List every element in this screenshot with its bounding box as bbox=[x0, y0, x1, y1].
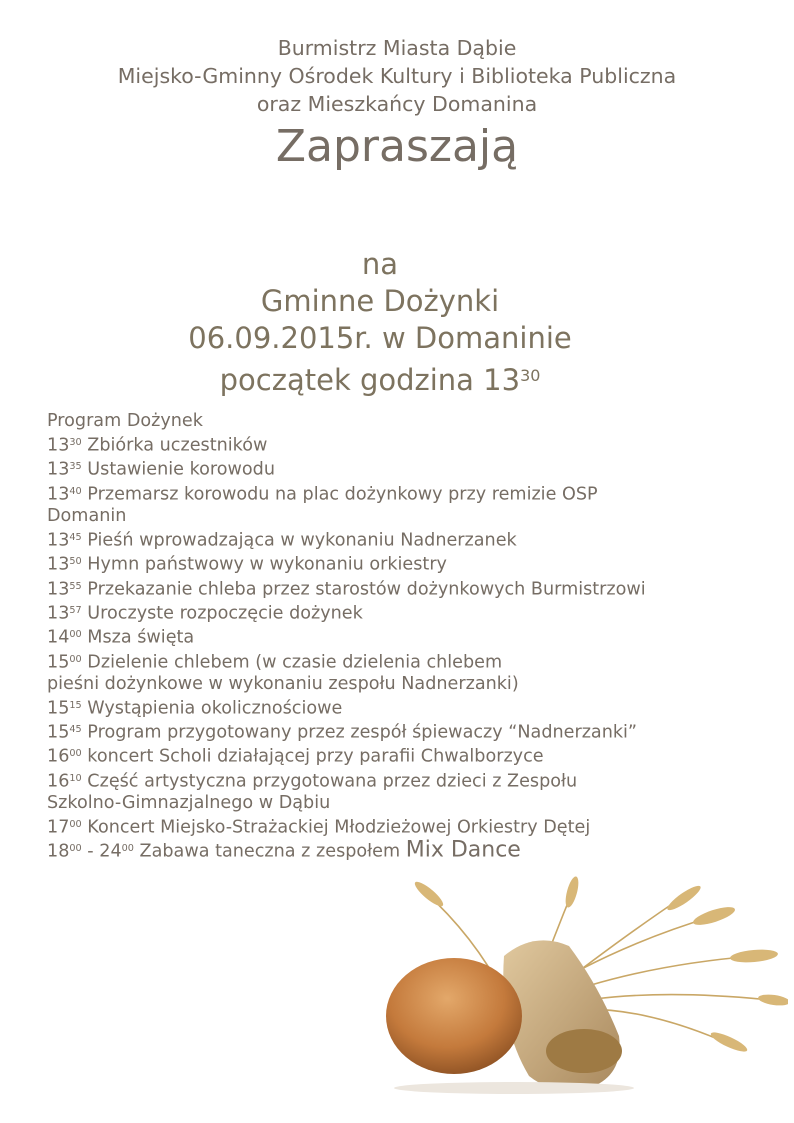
time-hour: 16 bbox=[47, 771, 70, 792]
time-minutes: 00 bbox=[69, 819, 82, 831]
header bbox=[0, 34, 794, 174]
event-name: Gminne Dożynki bbox=[260, 284, 500, 318]
program-item bbox=[47, 481, 767, 505]
organizer-line-3: oraz Mieszkańcy Domanina bbox=[256, 92, 538, 116]
start-prefix: początek godzina 13 bbox=[219, 362, 521, 397]
time-hour: 13 bbox=[47, 459, 70, 480]
program-heading: Program Dożynek bbox=[47, 411, 203, 431]
item-text: Uroczyste rozpoczęcie dożynek bbox=[81, 603, 363, 624]
time-hour: 15 bbox=[47, 651, 70, 672]
invitation-title: Zapraszają bbox=[275, 121, 519, 172]
item-text: Przemarsz korowodu na plac dożynkowy przy remizie OSP bbox=[81, 483, 598, 504]
item-text: koncert Scholi działającej przy parafii Chwalborzyce bbox=[81, 746, 544, 767]
time-minutes: 00 bbox=[69, 843, 82, 855]
organizer-line-1: Burmistrz Miasta Dąbie bbox=[277, 36, 517, 60]
band-name: Mix Dance bbox=[405, 837, 521, 863]
time-hour: 17 bbox=[47, 817, 70, 838]
program-item-continuation: Szkolno-Gimnazjalnego w Dąbiu bbox=[47, 793, 331, 814]
item-text: Zbiórka uczestników bbox=[81, 435, 268, 456]
program-item bbox=[47, 456, 767, 480]
time-minutes: 55 bbox=[69, 580, 82, 592]
time-hour: 14 bbox=[47, 627, 70, 648]
item-text: Pieśń wprowadzająca w wykonaniu Nadnerzanek bbox=[81, 530, 517, 551]
item-text: Przekazanie chleba przez starostów dożynkowych Burmistrzowi bbox=[81, 578, 646, 599]
time-hour: 24 bbox=[99, 841, 122, 862]
time-minutes: 45 bbox=[69, 724, 82, 736]
time-minutes: 45 bbox=[69, 531, 82, 543]
program-item bbox=[47, 527, 767, 551]
time-separator: - bbox=[81, 841, 100, 862]
program-item bbox=[47, 624, 767, 648]
time-hour: 13 bbox=[47, 530, 70, 551]
time-hour: 13 bbox=[47, 554, 70, 575]
start-minutes: 30 bbox=[520, 366, 541, 385]
program-item bbox=[47, 814, 767, 838]
program-item bbox=[47, 432, 767, 456]
program-item bbox=[47, 743, 767, 767]
time-minutes: 15 bbox=[69, 699, 82, 711]
item-text: Hymn państwowy w wykonaniu orkiestry bbox=[81, 554, 447, 575]
event-date-place: 06.09.2015r. w Domaninie bbox=[188, 321, 572, 355]
program-item-last bbox=[47, 838, 767, 862]
program-item bbox=[47, 551, 767, 575]
event-start-time bbox=[0, 357, 760, 399]
item-text: Zabawa taneczna z zespołem bbox=[133, 841, 406, 862]
item-text: Program przygotowany przez zespół śpiewaczy “Nadnerzanki” bbox=[81, 722, 638, 743]
time-minutes: 35 bbox=[69, 461, 82, 473]
program-item bbox=[47, 600, 767, 624]
time-hour: 15 bbox=[47, 722, 70, 743]
time-minutes: 00 bbox=[69, 748, 82, 760]
item-text: Część artystyczna przygotowana przez dzieci z Zespołu bbox=[81, 771, 578, 792]
item-text: Wystąpienia okolicznościowe bbox=[81, 698, 343, 719]
time-hour: 18 bbox=[47, 841, 70, 862]
program-item bbox=[47, 649, 767, 673]
time-minutes: 40 bbox=[69, 485, 82, 497]
spilled-grain bbox=[546, 1029, 622, 1073]
program-item-continuation: Domanin bbox=[47, 505, 127, 526]
organizer-line-2: Miejsko-Gminny Ośrodek Kultury i Biblioteka Publiczna bbox=[117, 64, 677, 88]
time-minutes: 00 bbox=[69, 629, 82, 641]
time-hour: 13 bbox=[47, 483, 70, 504]
time-minutes: 30 bbox=[69, 437, 82, 448]
time-minutes: 00 bbox=[121, 843, 134, 855]
bread-shadow bbox=[394, 1082, 634, 1094]
item-text: Dzielenie chlebem (w czasie dzielenia chlebem bbox=[81, 651, 503, 672]
bread-loaf bbox=[386, 958, 522, 1074]
program-item bbox=[47, 719, 767, 743]
item-text: Msza święta bbox=[81, 627, 195, 648]
program-item bbox=[47, 695, 767, 719]
time-minutes: 50 bbox=[69, 556, 82, 568]
time-minutes: 00 bbox=[69, 653, 82, 665]
time-hour: 13 bbox=[47, 603, 70, 624]
event-info bbox=[0, 246, 760, 399]
time-hour: 15 bbox=[47, 698, 70, 719]
time-hour: 13 bbox=[47, 435, 70, 456]
bread-and-wheat-illustration bbox=[384, 876, 788, 1098]
program-item-continuation: pieśni dożynkowe w wykonaniu zespołu Nadnerzanki) bbox=[47, 673, 519, 694]
program-list bbox=[47, 410, 767, 863]
time-hour: 13 bbox=[47, 578, 70, 599]
time-minutes: 10 bbox=[69, 772, 82, 784]
time-hour: 16 bbox=[47, 746, 70, 767]
item-text: Ustawienie korowodu bbox=[81, 459, 275, 480]
time-minutes: 57 bbox=[69, 604, 82, 616]
program-item bbox=[47, 768, 767, 792]
item-text: Koncert Miejsko-Strażackiej Młodzieżowej Orkiestry Dętej bbox=[81, 817, 591, 838]
event-line-na: na bbox=[361, 247, 399, 281]
program-item bbox=[47, 576, 767, 600]
